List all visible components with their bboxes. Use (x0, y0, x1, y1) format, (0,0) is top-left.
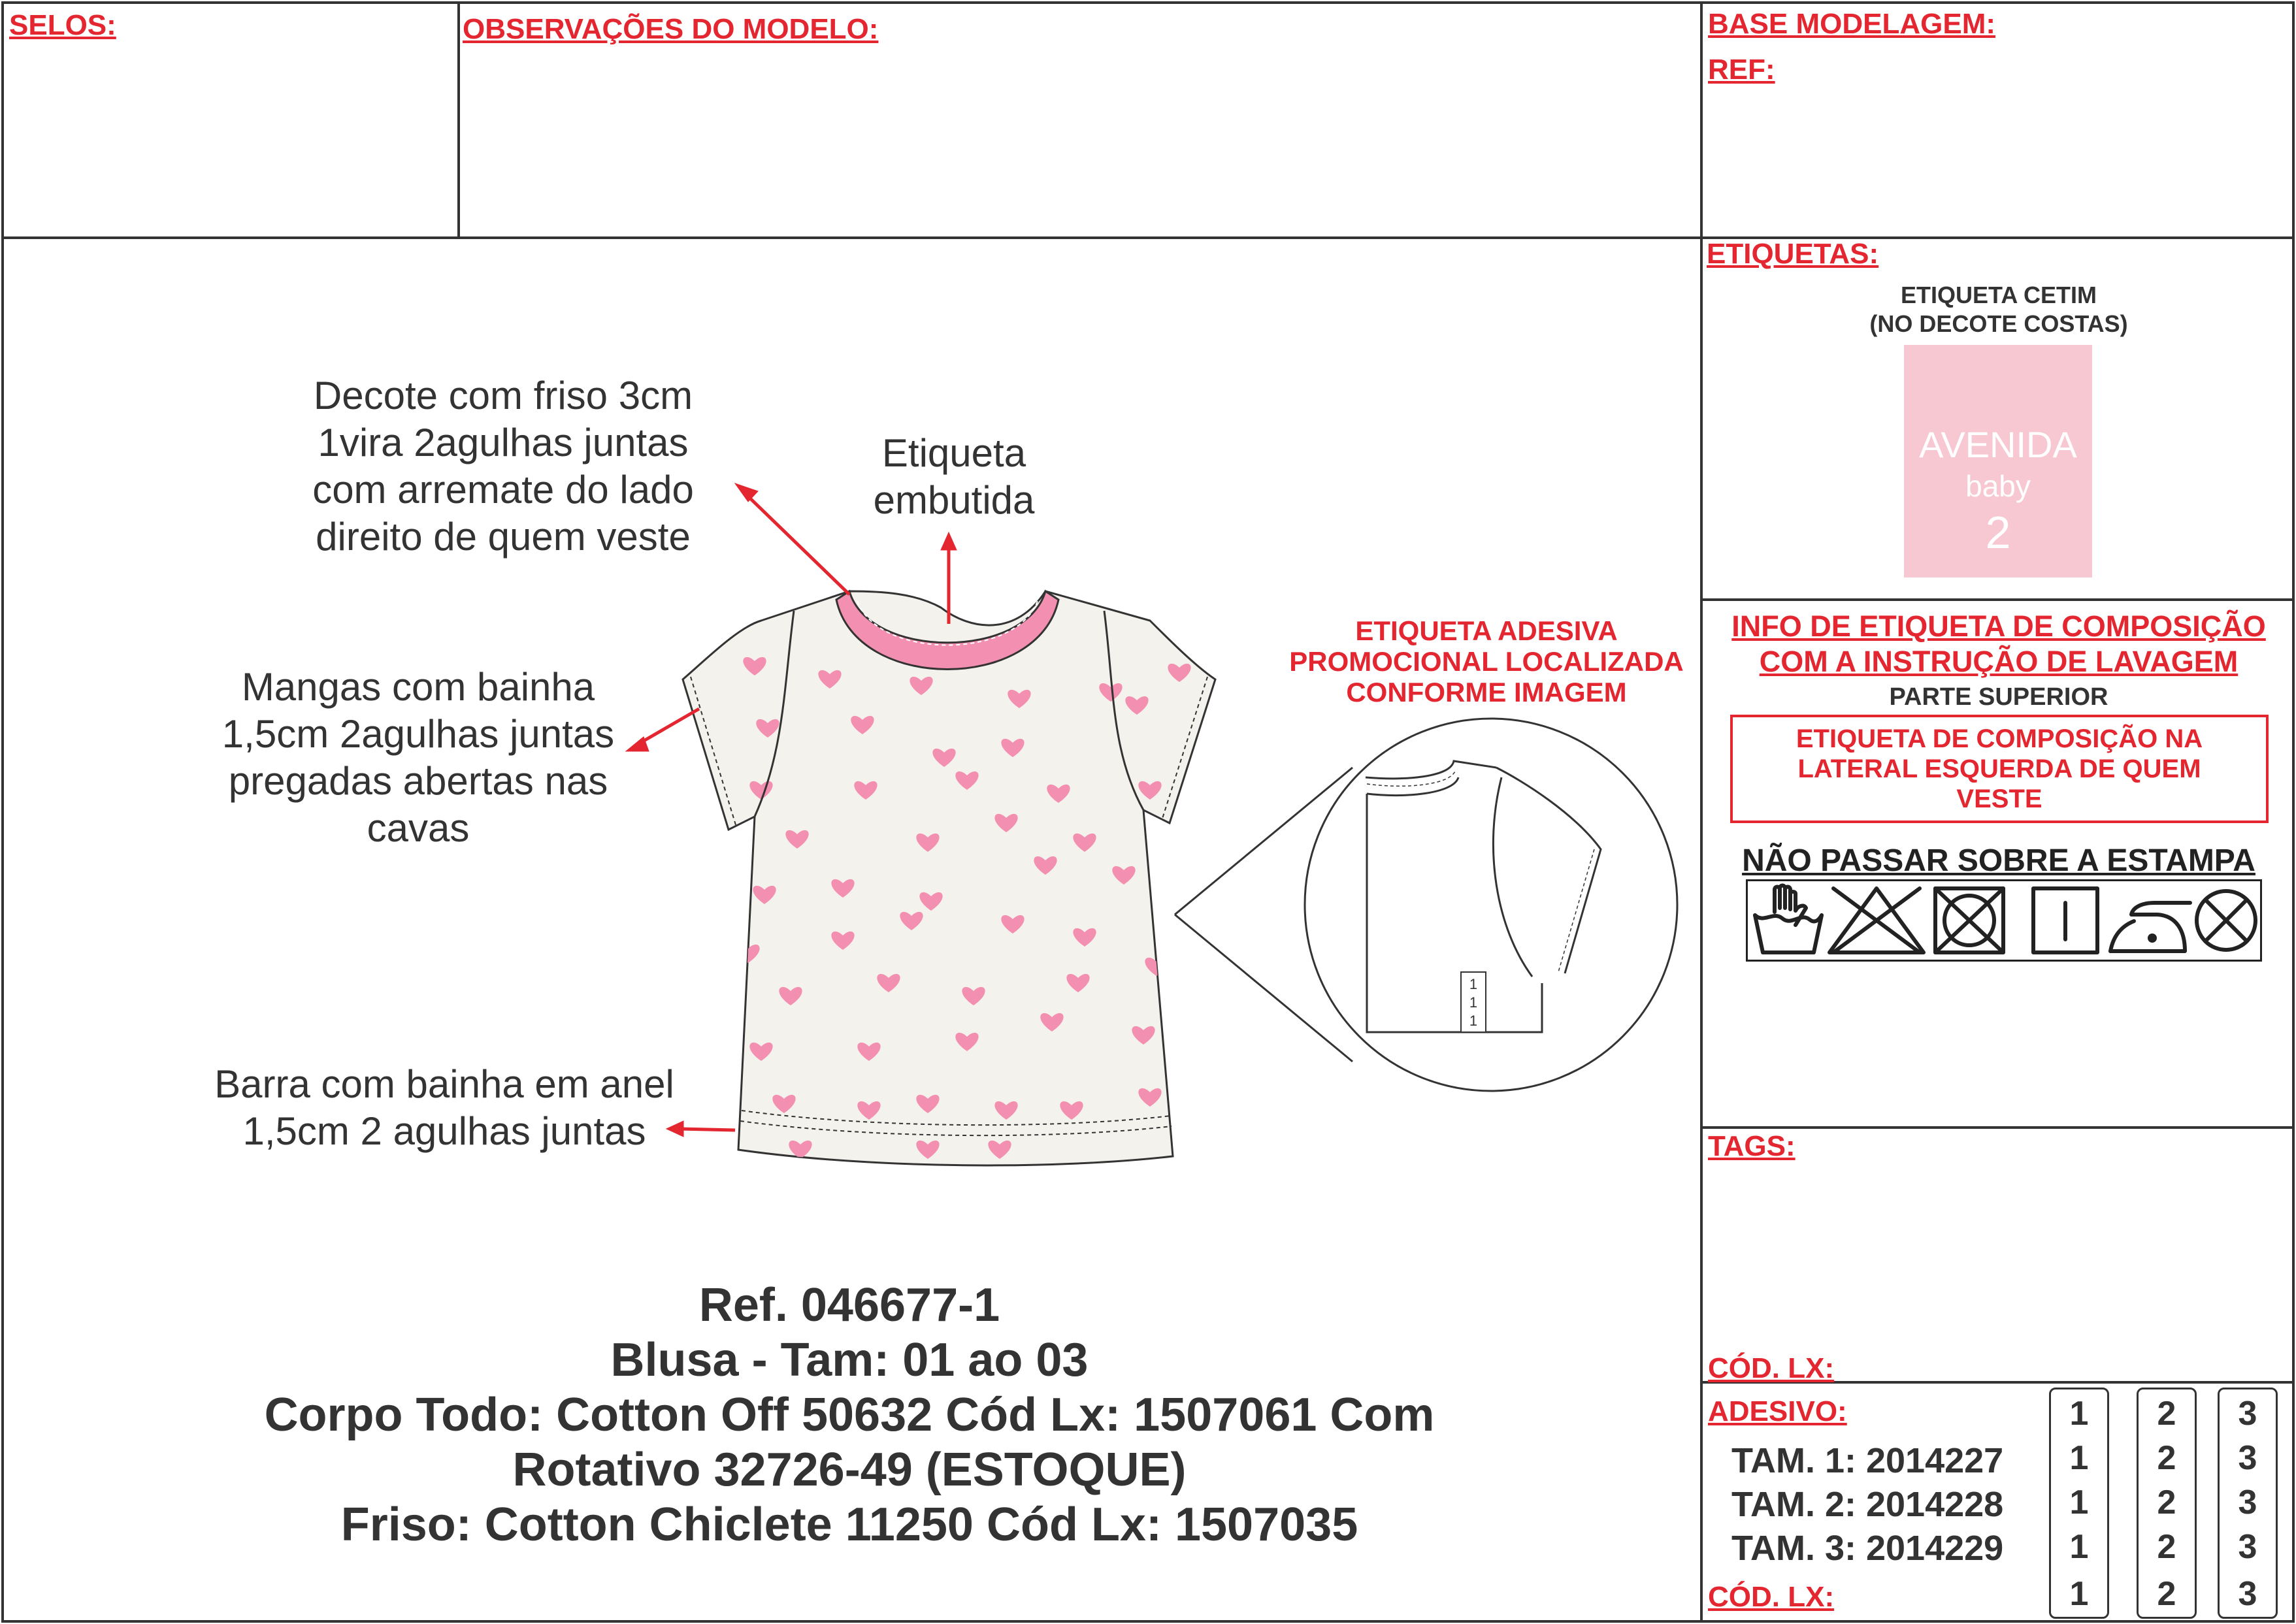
composicao-box: ETIQUETA DE COMPOSIÇÃO NA LATERAL ESQUERDA DE QUEM VESTE (1730, 715, 2269, 823)
brand-label-swatch (1904, 345, 2092, 577)
product-friso: Friso: Cotton Chiclete 11250 Cód Lx: 1507035 (340, 1499, 1358, 1551)
observacoes-label: OBSERVAÇÕES DO MODELO: (463, 13, 879, 45)
size-cell: 2 (2157, 1528, 2176, 1566)
selos-label: SELOS: (9, 9, 116, 41)
size-cell: 1 (2069, 1528, 2089, 1566)
adesiva-note: ETIQUETA ADESIVA PROMOCIONAL LOCALIZADA CONFORME IMAGEM (1289, 615, 1684, 707)
iron-low-icon (2110, 903, 2190, 951)
adesivo-row-tam2: TAM. 2: 2014228 (1731, 1485, 2004, 1524)
size-cell: 1 (2069, 1575, 2089, 1613)
hand-wash-icon (1755, 886, 1822, 953)
size-cell: 2 (2157, 1395, 2176, 1433)
product-type: Blusa - Tam: 01 ao 03 (610, 1334, 1089, 1386)
brand-size: 2 (1985, 507, 2011, 558)
base-modelagem-label: BASE MODELAGEM: (1708, 8, 1995, 40)
size-cell: 1 (2069, 1484, 2089, 1521)
no-dry-clean-icon (2197, 891, 2255, 950)
product-fabric-2: Rotativo 32726-49 (ESTOQUE) (512, 1444, 1187, 1496)
no-bleach-icon (1829, 888, 1924, 952)
size-cell: 2 (2157, 1439, 2176, 1477)
size-cell: 3 (2238, 1528, 2257, 1566)
detail-size-3: 1 (1469, 1013, 1478, 1029)
size-cell: 1 (2069, 1439, 2089, 1477)
product-ref: Ref. 046677-1 (698, 1279, 1000, 1331)
line-dry-icon (2033, 888, 2097, 952)
decote-note: Decote com friso 3cm 1vira 2agulhas juntas com arremate do lado direito de quem veste (312, 374, 694, 559)
adesivo-row-tam1: TAM. 1: 2014227 (1731, 1441, 2004, 1480)
ref-label: REF: (1708, 54, 1775, 86)
etiqueta-embutida-note: Etiqueta embutida (873, 431, 1035, 522)
size-cell: 2 (2157, 1575, 2176, 1613)
brand-name: AVENIDA (1919, 424, 2077, 465)
adesivo-row-tam3: TAM. 3: 2014229 (1731, 1529, 2004, 1568)
tags-cod-lx: CÓD. LX: (1708, 1352, 1835, 1384)
sidebar-divider (1700, 1, 1703, 1623)
composicao-title: INFO DE ETIQUETA DE COMPOSIÇÃO COM A INSTRUÇÃO DE LAVAGEM (1731, 609, 2266, 678)
etiqueta-cetim-title: ETIQUETA CETIM (NO DECOTE COSTAS) (1869, 282, 2128, 337)
detail-size-1: 1 (1469, 976, 1478, 992)
estampa-warning: NÃO PASSAR SOBRE A ESTAMPA (1742, 843, 2255, 878)
size-cell: 2 (2157, 1484, 2176, 1521)
care-symbols (1746, 879, 2262, 962)
etiquetas-label: ETIQUETAS: (1707, 238, 1879, 270)
size-cell: 3 (2238, 1439, 2257, 1477)
no-tumble-dry-icon (1935, 888, 2003, 952)
composicao-divider (1700, 598, 2295, 601)
mangas-note: Mangas com bainha 1,5cm 2agulhas juntas pregadas abertas nas cavas (221, 665, 615, 850)
shirt-body (683, 591, 1215, 1165)
size-cell: 1 (2069, 1395, 2089, 1433)
detail-magnifier (1175, 719, 1677, 1091)
tags-label: TAGS: (1708, 1130, 1796, 1162)
parte-superior: PARTE SUPERIOR (1889, 683, 2108, 711)
detail-size-2: 1 (1469, 994, 1478, 1011)
adesivo-cod-lx: CÓD. LX: (1708, 1581, 1835, 1613)
size-cell: 3 (2238, 1484, 2257, 1521)
product-fabric-1: Corpo Todo: Cotton Off 50632 Cód Lx: 1507061 Com (264, 1389, 1435, 1441)
size-cell: 3 (2238, 1395, 2257, 1433)
size-cell: 3 (2238, 1575, 2257, 1613)
adesivo-label: ADESIVO: (1708, 1395, 1847, 1427)
barra-note: Barra com bainha em anel 1,5cm 2 agulhas juntas (214, 1062, 674, 1153)
tags-divider (1700, 1126, 2295, 1129)
brand-sub: baby (1965, 469, 2031, 503)
